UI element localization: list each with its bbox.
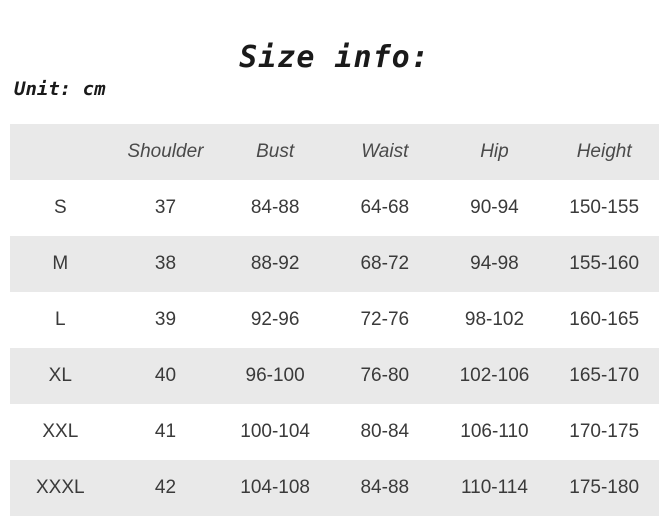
cell-hip: 110-114 [461, 477, 528, 498]
cell-bust: 100-104 [240, 421, 310, 442]
cell-size: XXXL [36, 477, 85, 498]
cell-bust: 84-88 [250, 197, 300, 218]
cell-height: 175-180 [569, 477, 640, 498]
cell-shoulder: 37 [154, 197, 177, 218]
cell-size: XL [48, 365, 72, 386]
table-header-row [10, 124, 659, 180]
cell-waist: 68-72 [360, 253, 410, 274]
cell-bust: 104-108 [240, 477, 310, 498]
cell-size: S [53, 197, 67, 218]
cell-shoulder: 39 [154, 309, 177, 330]
unit-label: Unit: cm [14, 78, 106, 100]
cell-shoulder: 41 [154, 421, 177, 442]
cell-hip: 106-110 [460, 421, 529, 442]
cell-waist: 76-80 [360, 365, 410, 386]
cell-bust: 88-92 [250, 253, 300, 274]
table-row [10, 180, 659, 236]
cell-bust: 92-96 [250, 309, 300, 330]
cell-waist: 84-88 [360, 477, 410, 498]
table-row [10, 348, 659, 404]
cell-waist: 72-76 [360, 309, 410, 330]
cell-shoulder: 42 [154, 477, 177, 498]
cell-hip: 90-94 [470, 197, 519, 218]
size-table-body [10, 180, 659, 516]
cell-height: 165-170 [569, 365, 640, 386]
cell-height: 150-155 [569, 197, 640, 218]
cell-hip: 98-102 [464, 309, 525, 330]
cell-bust: 96-100 [245, 365, 305, 386]
cell-size: L [55, 309, 66, 330]
cell-waist: 64-68 [360, 197, 410, 218]
table-row [10, 292, 659, 348]
cell-height: 170-175 [569, 421, 640, 442]
page-title: Size info: [239, 40, 430, 75]
cell-size: XXL [42, 421, 79, 442]
cell-height: 160-165 [569, 309, 640, 330]
column-header-hip: Hip [480, 141, 509, 162]
table-row [10, 460, 659, 516]
size-table-header [10, 124, 659, 180]
cell-size: M [52, 253, 69, 274]
cell-hip: 94-98 [470, 253, 519, 274]
column-header-shoulder: Shoulder [127, 141, 204, 162]
table-row [10, 236, 659, 292]
cell-hip: 102-106 [459, 365, 530, 386]
size-table [10, 124, 659, 516]
column-header-bust: Bust [256, 141, 295, 162]
column-header-height: Height [576, 141, 632, 162]
cell-shoulder: 40 [154, 365, 177, 386]
size-table-container [10, 124, 659, 516]
cell-shoulder: 38 [154, 253, 177, 274]
table-row [10, 404, 659, 460]
cell-waist: 80-84 [360, 421, 410, 442]
column-header-size [10, 124, 111, 180]
cell-height: 155-160 [569, 253, 640, 274]
column-header-waist: Waist [361, 141, 409, 162]
